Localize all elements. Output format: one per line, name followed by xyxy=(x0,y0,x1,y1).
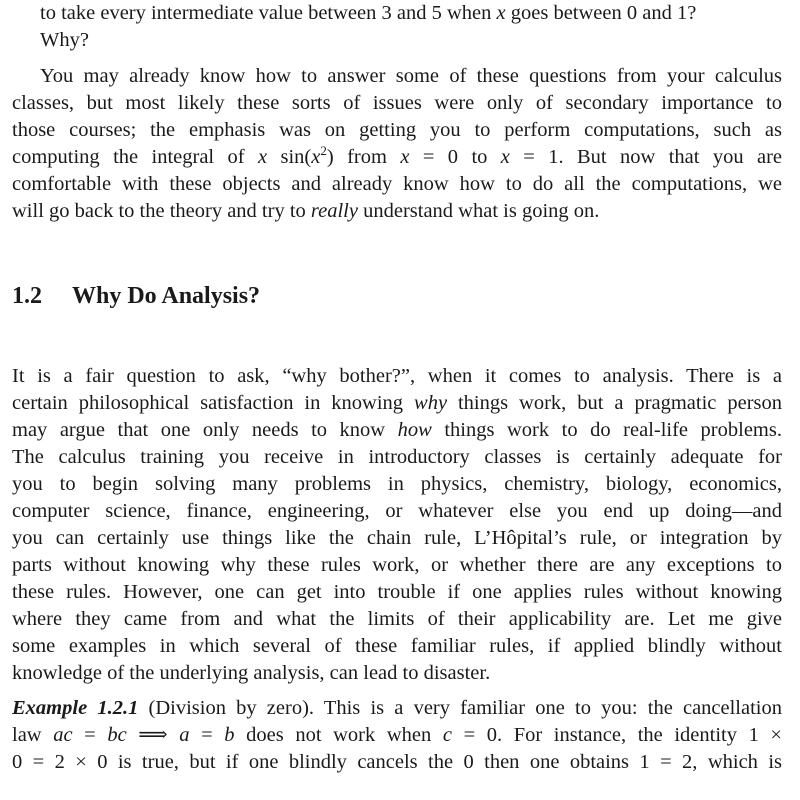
section-number: 1.2 xyxy=(12,283,42,309)
text-line: Example 1.2.1 (Division by zero). This is a very familiar one to you: the cancellation xyxy=(12,697,782,719)
text-line: you to begin solving many problems in physics, chemistry, biology, economics, xyxy=(12,473,782,495)
text-line: parts without knowing why these rules work, or whether there are any exceptions to xyxy=(12,554,782,576)
text-line: these rules. However, one can get into trouble if one applies rules without knowing xyxy=(12,581,782,603)
text-line: you can certainly use things like the chain rule, L’Hôpital’s rule, or integration by xyxy=(12,527,782,549)
text-line: It is a fair question to ask, “why bother?”, when it comes to analysis. There is a xyxy=(12,365,782,387)
page-content xyxy=(12,0,782,776)
text-line: certain philosophical satisfaction in knowing why things work, but a pragmatic person xyxy=(12,392,782,414)
text-line: some examples in which several of these familiar rules, if applied blindly without xyxy=(12,635,782,657)
text-line: 0 = 2 × 0 is true, but if one blindly cancels the 0 then one obtains 1 = 2, which is xyxy=(12,751,782,773)
paragraph-intro xyxy=(12,63,782,225)
example-block xyxy=(12,695,782,776)
text-line: You may already know how to answer some of these questions from your calculus xyxy=(40,65,782,87)
text-line: to take every intermediate value between 3 and 5 when x goes between 0 and 1? xyxy=(40,2,697,24)
text-line: The calculus training you receive in introductory classes is certainly adequate for xyxy=(12,446,782,468)
text-line: Why? xyxy=(40,29,89,51)
text-line: where they came from and what the limits of their applicability are. Let me give xyxy=(12,608,782,630)
text-line: will go back to the theory and try to really understand what is going on. xyxy=(12,200,600,222)
text-line: computer science, finance, engineering, or whatever else you end up doing—and xyxy=(12,500,782,522)
text-line: comfortable with these objects and already know how to do all the computations, we xyxy=(12,173,782,195)
text-line: knowledge of the underlying analysis, can lead to disaster. xyxy=(12,662,491,684)
paragraph-why-analysis xyxy=(12,363,782,687)
text-line-math: law ac = bc ⟹ a = b does not work when c = 0. For instance, the identity 1 × xyxy=(12,724,782,746)
text-line: those courses; the emphasis was on getting you to perform computations, such as xyxy=(12,119,782,141)
text-line: may argue that one only needs to know how things work to do real-life problems. xyxy=(12,419,782,441)
text-line-math: computing the integral of x $\sin(x^2)$ from x = 0 to x = 1. But now that you are xyxy=(12,144,782,168)
section-heading xyxy=(12,281,782,311)
section-title: Why Do Analysis? xyxy=(72,283,261,309)
text-line: classes, but most likely these sorts of issues were only of secondary importance to xyxy=(12,92,782,114)
example-label: Example 1.2.1 xyxy=(12,697,139,719)
